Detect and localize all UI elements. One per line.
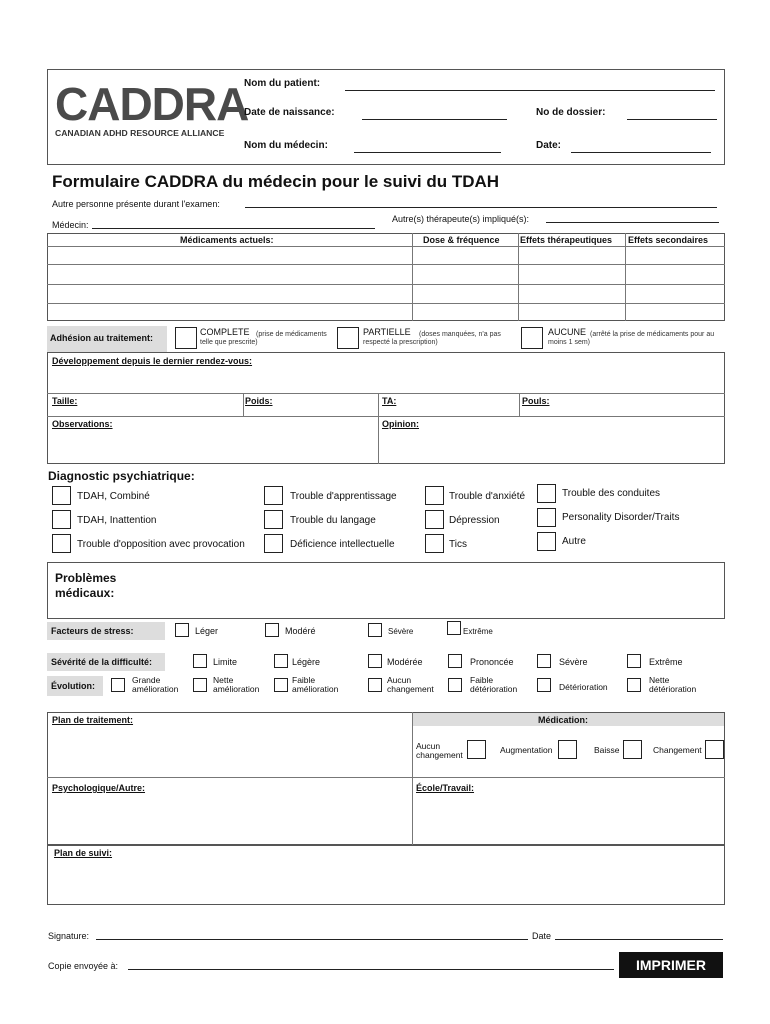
footer-date-label: Date	[532, 931, 552, 941]
severity-option: Extrême	[649, 657, 683, 667]
stress-option: Léger	[195, 626, 219, 636]
adherence-none-label: AUCUNE	[548, 327, 587, 337]
evolution-option: Nette détérioration	[649, 675, 697, 694]
severity-checkbox-moderate[interactable]	[368, 654, 382, 668]
evolution-checkbox-slight[interactable]	[274, 678, 288, 692]
medical-problems-label: Problèmes médicaux:	[55, 571, 117, 600]
birth-date-field[interactable]	[362, 119, 507, 120]
treatment-col-divider	[412, 712, 413, 845]
meds-header-side-effects: Effets secondaires	[628, 235, 709, 245]
diag-checkbox-conduct[interactable]	[537, 484, 556, 503]
signature-label: Signature:	[48, 931, 90, 941]
adherence-label: Adhésion au traitement:	[50, 333, 154, 343]
stress-checkbox-severe[interactable]	[368, 623, 382, 637]
footer-date-field[interactable]	[555, 939, 723, 940]
patient-name-field[interactable]	[345, 90, 715, 91]
therapists-label: Autre(s) thérapeute(s) impliqué(s):	[392, 214, 530, 224]
vitals-top-divider	[47, 393, 725, 394]
doctor-field[interactable]	[92, 228, 375, 229]
meds-row-divider	[47, 284, 725, 285]
diag-label: Personality Disorder/Traits	[562, 512, 680, 523]
development-box	[47, 352, 725, 464]
weight-label: Poids:	[245, 396, 273, 406]
adherence-none-checkbox[interactable]	[521, 327, 543, 349]
other-person-field[interactable]	[245, 207, 717, 208]
caddra-logo	[55, 78, 249, 148]
other-person-label: Autre personne présente durant l'examen:	[52, 199, 220, 209]
diag-checkbox-language[interactable]	[264, 510, 283, 529]
meds-col-divider	[412, 233, 413, 321]
evolution-option: Aucun changement	[387, 675, 434, 694]
diag-checkbox-odd[interactable]	[52, 534, 71, 553]
diag-label: TDAH, Combiné	[77, 491, 150, 502]
treatment-plan-label: Plan de traitement:	[52, 715, 134, 725]
stress-checkbox-moderate[interactable]	[265, 623, 279, 637]
stress-option: Sévère	[388, 627, 414, 636]
diag-checkbox-depression[interactable]	[425, 510, 444, 529]
adherence-partial-note: (doses manquées, n'a pas respecté la prescription)	[363, 331, 501, 346]
severity-checkbox-marked[interactable]	[448, 654, 462, 668]
evolution-checkbox-great[interactable]	[111, 678, 125, 692]
doctor-name-label: Nom du médecin:	[244, 140, 328, 151]
evolution-checkbox-slight-decline[interactable]	[448, 678, 462, 692]
adherence-none-note: (arrêté la prise de médicaments pour au moins 1 sem)	[548, 331, 715, 346]
severity-option: Prononcée	[470, 657, 514, 667]
diag-label: Trouble d'opposition avec provocation	[77, 539, 245, 550]
diag-checkbox-tdah-combined[interactable]	[52, 486, 71, 505]
severity-option: Sévère	[559, 657, 588, 667]
vitals-bottom-divider	[47, 416, 725, 417]
file-no-label: No de dossier:	[536, 107, 606, 118]
med-checkbox-decrease[interactable]	[623, 740, 642, 759]
stress-option: Extrême	[463, 627, 493, 636]
evolution-checkbox-decline[interactable]	[537, 678, 551, 692]
meds-header-divider	[47, 246, 725, 247]
severity-option: Modérée	[387, 657, 423, 667]
medication-label: Médication:	[538, 715, 589, 725]
med-checkbox-change[interactable]	[705, 740, 724, 759]
medical-problems-box[interactable]	[47, 562, 725, 619]
treatment-box	[47, 712, 725, 845]
followup-box[interactable]	[47, 845, 725, 905]
meds-row-divider	[47, 303, 725, 304]
stress-checkbox-light[interactable]	[175, 623, 189, 637]
diagnosis-title: Diagnostic psychiatrique:	[48, 469, 195, 483]
severity-label: Sévérité de la difficulté:	[51, 657, 153, 667]
diag-checkbox-learning[interactable]	[264, 486, 283, 505]
print-button[interactable]: IMPRIMER	[619, 952, 723, 978]
diag-label: TDAH, Inattention	[77, 515, 157, 526]
evolution-checkbox-clear[interactable]	[193, 678, 207, 692]
treatment-row-divider	[47, 777, 725, 778]
signature-field[interactable]	[96, 939, 528, 940]
evolution-option: Faible amélioration	[292, 675, 339, 694]
therapists-field[interactable]	[546, 222, 719, 223]
diag-label: Trouble d'anxiété	[449, 491, 526, 502]
severity-checkbox-mild[interactable]	[274, 654, 288, 668]
doctor-name-field[interactable]	[354, 152, 501, 153]
observations-label: Observations:	[52, 419, 113, 429]
height-label: Taille:	[52, 396, 78, 406]
severity-checkbox-severe[interactable]	[537, 654, 551, 668]
doctor-label: Médecin:	[52, 220, 89, 230]
severity-option: Limite	[213, 657, 238, 667]
pulse-label: Pouls:	[522, 396, 550, 406]
diag-label: Trouble du langage	[290, 515, 376, 526]
evolution-label: Évolution:	[51, 681, 95, 691]
vitals-col-divider	[378, 393, 379, 464]
file-no-field[interactable]	[627, 119, 717, 120]
patient-name-label: Nom du patient:	[244, 78, 321, 89]
diag-label: Déficience intellectuelle	[290, 539, 395, 550]
diag-label: Autre	[562, 536, 586, 547]
development-label: Développement depuis le dernier rendez-vous:	[52, 356, 253, 366]
diag-checkbox-personality[interactable]	[537, 508, 556, 527]
evolution-option: Détérioration	[559, 682, 608, 692]
header-date-field[interactable]	[571, 152, 711, 153]
meds-header-effects: Effets thérapeutiques	[520, 235, 613, 245]
med-option: Augmentation	[500, 745, 553, 755]
logo-subtitle: CANADIAN ADHD RESOURCE ALLIANCE	[55, 128, 225, 138]
med-checkbox-no-change[interactable]	[467, 740, 486, 759]
logo-text: CADDRA	[55, 78, 249, 130]
stress-option: Modéré	[285, 626, 316, 636]
vitals-col-divider	[519, 393, 520, 416]
diag-label: Tics	[449, 539, 467, 550]
meds-col-divider	[625, 233, 626, 321]
meds-header-dose: Dose & fréquence	[423, 235, 500, 245]
evolution-option: Grande amélioration	[132, 675, 179, 694]
med-checkbox-increase[interactable]	[558, 740, 577, 759]
adherence-partial-label: PARTIELLE	[363, 327, 411, 337]
diag-checkbox-tdah-inattention[interactable]	[52, 510, 71, 529]
adherence-complete-label: COMPLETE	[200, 327, 250, 337]
birth-date-label: Date de naissance:	[244, 107, 335, 118]
page-title: Formulaire CADDRA du médecin pour le suivi du TDAH	[52, 172, 500, 191]
opinion-label: Opinion:	[382, 419, 419, 429]
diag-label: Trouble des conduites	[562, 488, 661, 499]
diag-checkbox-tics[interactable]	[425, 534, 444, 553]
severity-checkbox-extreme[interactable]	[627, 654, 641, 668]
evolution-option: Nette amélioration	[213, 675, 260, 694]
evolution-checkbox-none[interactable]	[368, 678, 382, 692]
copy-field[interactable]	[128, 969, 614, 970]
meds-col-divider	[518, 233, 519, 321]
stress-checkbox-extreme[interactable]	[447, 621, 461, 635]
med-option: Baisse	[594, 745, 620, 755]
copy-label: Copie envoyée à:	[48, 961, 119, 971]
vitals-col-divider	[243, 393, 244, 416]
psych-label: Psychologique/Autre:	[52, 783, 146, 793]
diag-checkbox-intellectual[interactable]	[264, 534, 283, 553]
meds-header-current: Médicaments actuels:	[180, 235, 274, 245]
stress-label: Facteurs de stress:	[51, 626, 134, 636]
meds-row-divider	[47, 264, 725, 265]
diag-checkbox-anxiety[interactable]	[425, 486, 444, 505]
bp-label: TA:	[382, 396, 397, 406]
diag-label: Trouble d'apprentissage	[290, 491, 397, 502]
severity-option: Légère	[292, 657, 321, 667]
school-label: École/Travail:	[416, 783, 475, 793]
adherence-complete-note: (prise de médicaments telle que prescrite)	[200, 331, 327, 346]
evolution-checkbox-clear-decline[interactable]	[627, 678, 641, 692]
severity-checkbox-borderline[interactable]	[193, 654, 207, 668]
evolution-option: Faible détérioration	[470, 675, 518, 694]
header-date-label: Date:	[536, 140, 562, 151]
med-option: Aucun changement	[416, 741, 463, 760]
diag-label: Dépression	[449, 515, 500, 526]
diag-checkbox-other[interactable]	[537, 532, 556, 551]
followup-label: Plan de suivi:	[54, 848, 113, 858]
med-option: Changement	[653, 745, 702, 755]
adherence-partial-checkbox[interactable]	[337, 327, 359, 349]
adherence-complete-checkbox[interactable]	[175, 327, 197, 349]
